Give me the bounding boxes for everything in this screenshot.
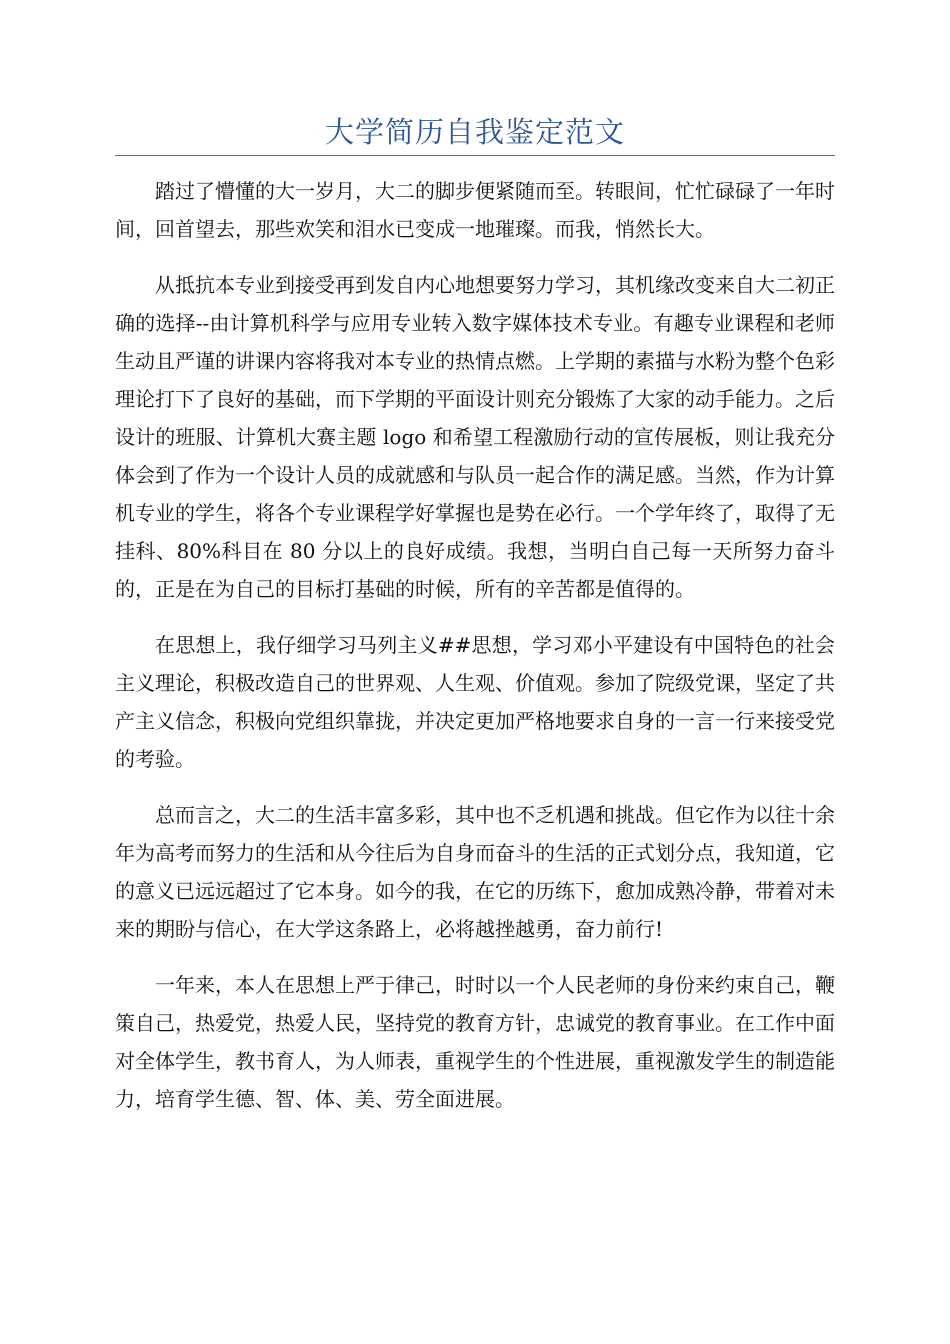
paragraph-3: 在思想上，我仔细学习马列主义##思想，学习邓小平建设有中国特色的社会主义理论，积极改造自己的世界观、人生观、价值观。参加了院级党课，坚定了共产主义信念，积极向党组织靠拢，并决定更加严格地要求自身的一言一行来接受党的考验。 [115, 633, 835, 771]
document-title: 大学简历自我鉴定范文 [324, 115, 625, 149]
paragraph-5: 一年来，本人在思想上严于律己，时时以一个人民老师的身份来约束自己，鞭策自己，热爱党，热爱人民，坚持党的教育方针，忠诚党的教育事业。在工作中面对全体学生，教书育人，为人师表，重视学生的个性进展，重视激发学生的制造能力，培育学生德、智、体、美、劳全面进展。 [115, 973, 835, 1111]
title-underline [115, 155, 835, 156]
paragraph-2: 从抵抗本专业到接受再到发自内心地想要努力学习，其机缘改变来自大二初正确的选择--由计算机科学与应用专业转入数字媒体技术专业。有趣专业课程和老师生动且严谨的讲课内容将我对本专业的热情点燃。上学期的素描与水粉为整个色彩理论打下了良好的基础，而下学期的平面设计则充分锻炼了大家的动手能力。之后设计的班服、计算机大赛主题 logo 和希望工程激励行动的宣传展板，则让我充分体会到了作为一个设计人员的成就感和与队员一起合作的满足感。当然，作为计算机专业的学生，将各个专业课程学好掌握也是势在必行。一个学年终了，取得了无挂科、80%科目在 80 分以上的良好成绩。我想，当明白自己每一天所努力奋斗的，正是在为自己的目标打基础的时候，所有的辛苦都是值得的。 [115, 273, 835, 601]
paragraph-1: 踏过了懵懂的大一岁月，大二的脚步便紧随而至。转眼间，忙忙碌碌了一年时间，回首望去，那些欢笑和泪水已变成一地璀璨。而我，悄然长大。 [115, 179, 835, 241]
document-body [115, 172, 835, 1136]
paragraph-4: 总而言之，大二的生活丰富多彩，其中也不乏机遇和挑战。但它作为以往十余年为高考而努力的生活和从今往后为自身而奋斗的生活的正式划分点，我知道，它的意义已远远超过了它本身。如今的我，在它的历练下，愈加成熟冷静，带着对未来的期盼与信心，在大学这条路上，必将越挫越勇，奋力前行! [115, 803, 835, 941]
